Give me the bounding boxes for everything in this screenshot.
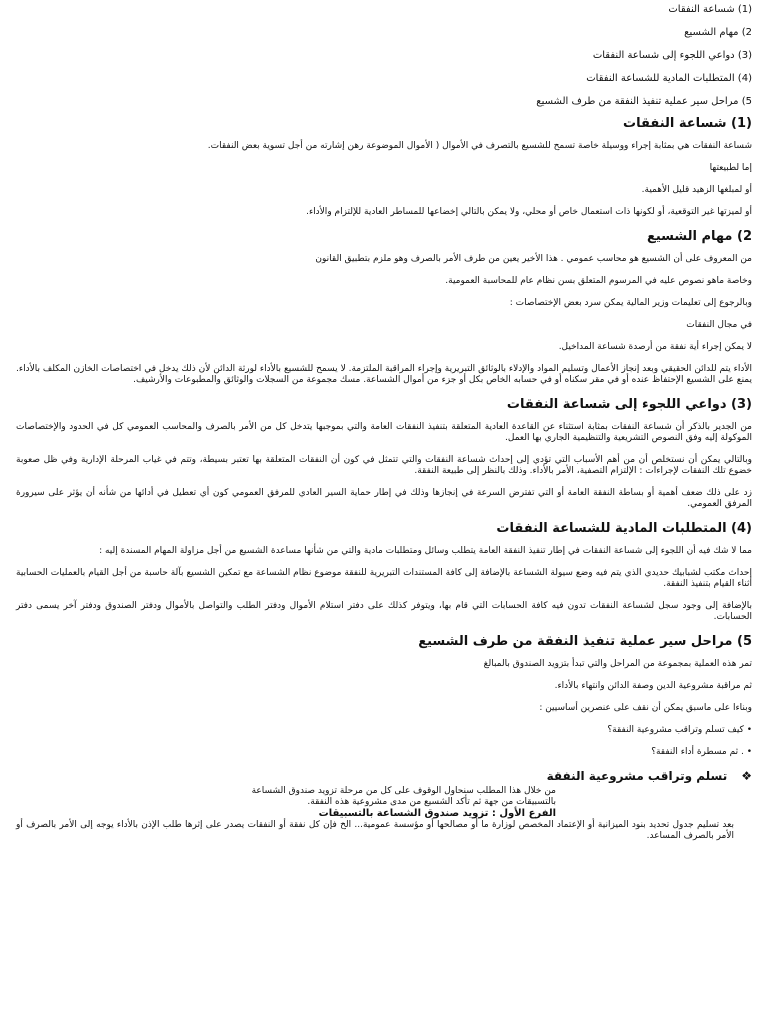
subsection-intro — [16, 786, 752, 808]
section-4-paragraph: إحداث مكتب لشبابيك حديدي الذي يتم فيه وضع سيولة الشساعة بالإضافة إلى كافة المستندات التبريرية للنفقة موضوع نظام الشساعة مع تمكين الشسيع بآلة حاسبة من أجل القيام بالعمليات الحسابية أثناء القيام بتنفيذ النفقة. — [16, 568, 752, 589]
toc-item-2: 2) مهام الشسيع — [684, 27, 752, 38]
subsection-title: تسلم وتراقب مشروعية النفقة — [546, 769, 728, 783]
section-5-paragraph: ثم مراقبة مشروعية الدين وصفة الدائن وانتهاء بالأداء. — [554, 681, 752, 691]
toc-item-3: (3) دواعي اللجوء إلى شساعة النفقات — [592, 50, 752, 61]
subsection-heading — [16, 769, 752, 783]
section-3-heading: (3) دواعي اللجوء إلى شساعة النفقات — [506, 397, 752, 412]
list-item: • . ثم مسطرة أداء النفقة؟ — [16, 747, 752, 758]
section-1-paragraph: أو لمبلغها الزهيد قليل الأهمية. — [641, 185, 752, 195]
branch-heading: الفرع الأول : تزويد صندوق الشساعة بالتسبيقات — [318, 808, 556, 819]
section-2-paragraph: وبالرجوع إلى تعليمات وزير المالية يمكن سرد بعض الإختصاصات : — [509, 298, 752, 308]
toc-item-1: (1) شساعة النفقات — [668, 4, 752, 15]
section-4-paragraph: بالإضافة إلى وجود سجل لشساعة النفقات تدون فيه كافة الحسابات التي قام بها، ويتوفر كذلك على دفتر استلام الأموال ودفتر الطلب والتواصل بالأموال ودفتر الصندوق ودفتر آخر يسمى دفتر الحسابات. — [16, 601, 752, 622]
table-of-contents — [16, 4, 752, 108]
section-5-bullet-list — [16, 725, 752, 758]
section-2-paragraph: وخاصة ماهو نصوص عليه في المرسوم المتعلق بسن نظام عام للمحاسبة العمومية. — [445, 276, 752, 286]
section-1-paragraph: أو لميزتها غير التوقعية، أو لكونها ذات استعمال خاص أو محلي، ولا يمكن بالتالي إخضاعها للمساطر العادية للإلتزام والأداء. — [306, 207, 752, 217]
subsection-line: بالتسبيقات من جهة ثم تأكد الشسيع من مدى مشروعية هذه النفقة. — [307, 797, 556, 807]
section-1-heading: (1) شساعة النفقات — [623, 116, 752, 131]
toc-item-5: 5) مراحل سير عملية تنفيذ النفقة من طرف الشسيع — [536, 96, 752, 107]
section-3-paragraph: وبالتالي يمكن أن نستخلص أن من أهم الأسباب التي تؤدي إلى إحداث شساعة النفقات والتي تتمثل في كون أن النفقات المتعلقة بها تعتبر بسيطة، وتتم في غياب المرحلة الإدارية وفي ظل صعوبة خضوع تلك النفقات لإجراءات : الإلتزام التصفية، الأمر بالأداء. وذلك بالنظر إلى طبيعة النفقة. — [16, 455, 752, 476]
section-4-heading: (4) المتطلبات المادية للشساعة النفقات — [496, 521, 752, 536]
subsection-line: من خلال هذا المطلب سنحاول الوقوف على كل من مرحلة تزويد صندوق الشساعة — [251, 786, 556, 796]
section-5-heading: 5) مراحل سير عملية تنفيذ النفقة من طرف الشسيع — [418, 634, 752, 649]
section-4-paragraph: مما لا شك فيه أن اللجوء إلى شساعة النفقات في إطار تنفيذ النفقة العامة يتطلب وسائل ومتطلبات مادية والتي من شأنها مساعدة الشسيع من أجل مزاولة المهام المسندة إليه : — [99, 546, 752, 556]
section-2-paragraph: من المعروف على أن الشسيع هو محاسب عمومي . هذا الأخير يعين من طرف الأمر بالصرف وهو ملزم بتطبيق القانون — [315, 254, 752, 264]
section-3-paragraph: زد على ذلك ضعف أهمية أو بساطة النفقة العامة أو التي تفترض السرعة في إنجازها وذلك في إطار حماية السير العادي للمرفق العمومي كون أي تعطيل في أدائها من شأنه أن يؤثر على سيرورة المرفق العمومي. — [16, 488, 752, 509]
list-item: • كيف تسلم وتراقب مشروعية النفقة؟ — [16, 725, 752, 736]
section-5-paragraph: وبناءا على ماسبق يمكن أن نقف على عنصرين أساسيين : — [539, 703, 752, 713]
section-3-paragraph: من الجدير بالذكر أن شساعة النفقات بمثابة استثناء عن القاعدة العادية المتعلقة بتنفيذ النفقات العامة والتي بموجبها يتدخل كل من الأمر بالصرف والمحاسب العمومي كل في الحدود والإختصاصات الموكولة إليه وفق النصوص التشريعية والتنظيمية الجاري بها العمل. — [16, 422, 752, 443]
section-2-paragraph: في مجال النفقات — [686, 320, 752, 330]
section-2-paragraph: لا يمكن إجراء أية نفقة من أرصدة شساعة المداخيل. — [558, 342, 752, 352]
branch-paragraph: بعد تسليم جدول تحديد بنود الميزانية أو الإعتماد المخصص لوزارة ما أو مصالحها أو مؤسسة عمومية... الخ فإن كل نفقة أو النفقات يصدر على إثرها طلب الإذن بالأداء يوجه إلى الأمر بالصرف أو الأمر بالصرف المساعد. — [16, 820, 734, 841]
section-2-heading: 2) مهام الشسيع — [646, 229, 752, 244]
section-1-paragraph: إما لطبيعتها — [709, 163, 752, 173]
toc-item-4: (4) المتطلبات المادية للشساعة النفقات — [586, 73, 752, 84]
diamond-bullet-icon: ❖ — [741, 769, 752, 783]
section-5-paragraph: تمر هذه العملية بمجموعة من المراحل والتي تبدأ بتزويد الصندوق بالمبالغ — [483, 659, 752, 669]
section-1-paragraph: شساعة النفقات هي بمثابة إجراء ووسيلة خاصة تسمح للشسيع بالتصرف في الأموال ( الأموال الموضوعة رهن إشارته من أجل تسوية بعض النفقات. — [207, 141, 752, 151]
section-2-paragraph: الأداء يتم للدائن الحقيقي وبعد إنجاز الأعمال وتسليم المواد والإدلاء بالوثائق التبريرية وإجراء المراقبة الملتزمة. لا يسمح للشسيع بالأداء لورثة الدائن لأن ذلك يدخل في اختصاصات الخازن المكلف بالأداء. يمنع على الشسيع الإحتفاظ عنده أو في مقر سكناه أو في حسابه الخاص بكل أو جزء من أموال الشساعة. مسك مجموعة من السجلات والوثائق والمطبوعات والأرشيف. — [16, 364, 752, 385]
